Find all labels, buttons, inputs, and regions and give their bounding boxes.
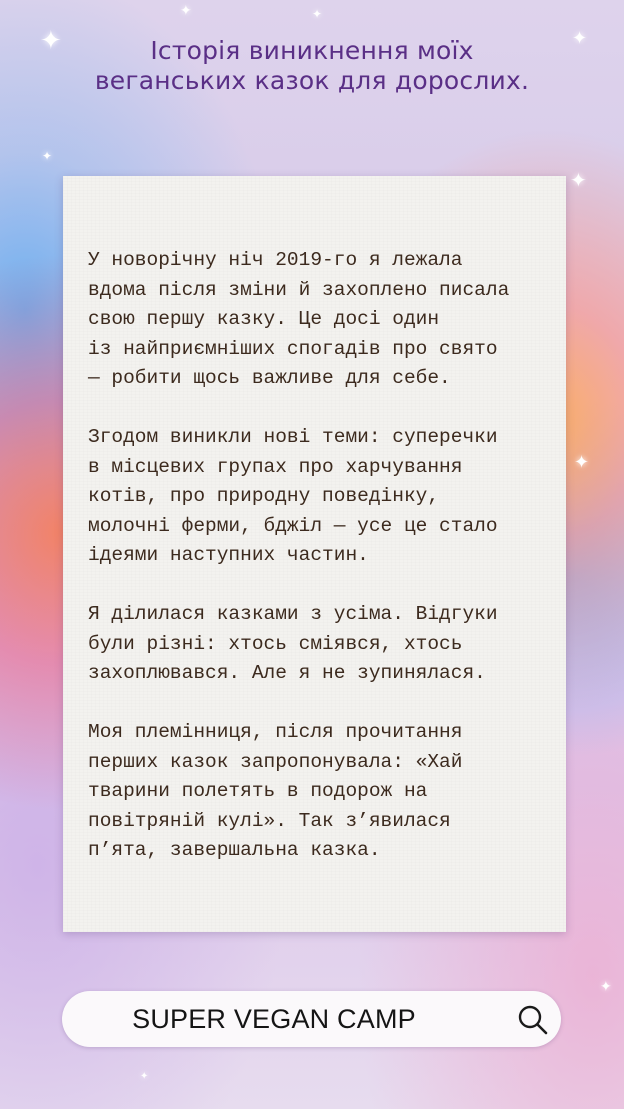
sparkle-icon: ✦: [140, 1071, 149, 1082]
sparkle-icon: ✦: [572, 28, 588, 49]
text-line: повітряній кулі». Так з’явилася: [88, 809, 451, 832]
text-line: Згодом виникли нові теми: суперечки: [88, 426, 498, 448]
sparkle-icon: ✦: [180, 3, 192, 19]
title-line-1: Історія виникнення моїх: [150, 36, 474, 65]
text-line: — робити щось важливе для себе.: [88, 367, 451, 389]
text-line: Я ділилася казками з усіма. Відгуки: [88, 603, 498, 625]
text-line: тварини полетять в подорож на: [88, 780, 428, 802]
text-line: У новорічну ніч 2019-го я лежала: [88, 249, 463, 271]
sparkle-icon: ✦: [312, 7, 323, 21]
text-line: перших казок запропонувала: «Хай: [88, 750, 463, 773]
sparkle-icon: ✦: [42, 149, 53, 163]
page-title: [0, 36, 624, 96]
text-line: молочні ферми, бджіл — усе це стало: [88, 514, 498, 537]
text-line: свою першу казку. Це досі один: [88, 308, 440, 330]
sparkle-icon: ✦: [570, 168, 587, 192]
text-line: із найприємніших спогадів про свято: [88, 337, 498, 360]
text-line: Моя племінниця, після прочитання: [88, 721, 463, 743]
paragraph-4: [88, 718, 558, 866]
search-bar[interactable]: [62, 991, 561, 1047]
text-line: ідеями наступних частин.: [88, 544, 369, 566]
text-line: були різні: хтось сміявся, хтось: [88, 632, 463, 655]
text-line: в місцевих групах про харчування: [88, 455, 463, 478]
paragraph-1: [88, 246, 558, 394]
story-card: [63, 176, 566, 932]
title-line-2: веганських казок для дорослих.: [94, 66, 530, 95]
paragraph-3: [88, 600, 558, 689]
sparkle-icon: ✦: [40, 26, 62, 56]
text-line: захоплювався. Але я не зупинялася.: [88, 662, 486, 684]
text-line: вдома після зміни й захоплено писала: [88, 278, 510, 301]
paragraph-2: [88, 423, 558, 571]
text-line: котів, про природну поведінку,: [88, 485, 440, 507]
sparkle-icon: ✦: [574, 452, 590, 473]
search-text: SUPER VEGAN CAMP: [132, 1004, 416, 1034]
sparkle-icon: ✦: [600, 979, 612, 995]
search-icon[interactable]: [517, 1004, 549, 1036]
text-line: п’ята, завершальна казка.: [88, 839, 381, 861]
